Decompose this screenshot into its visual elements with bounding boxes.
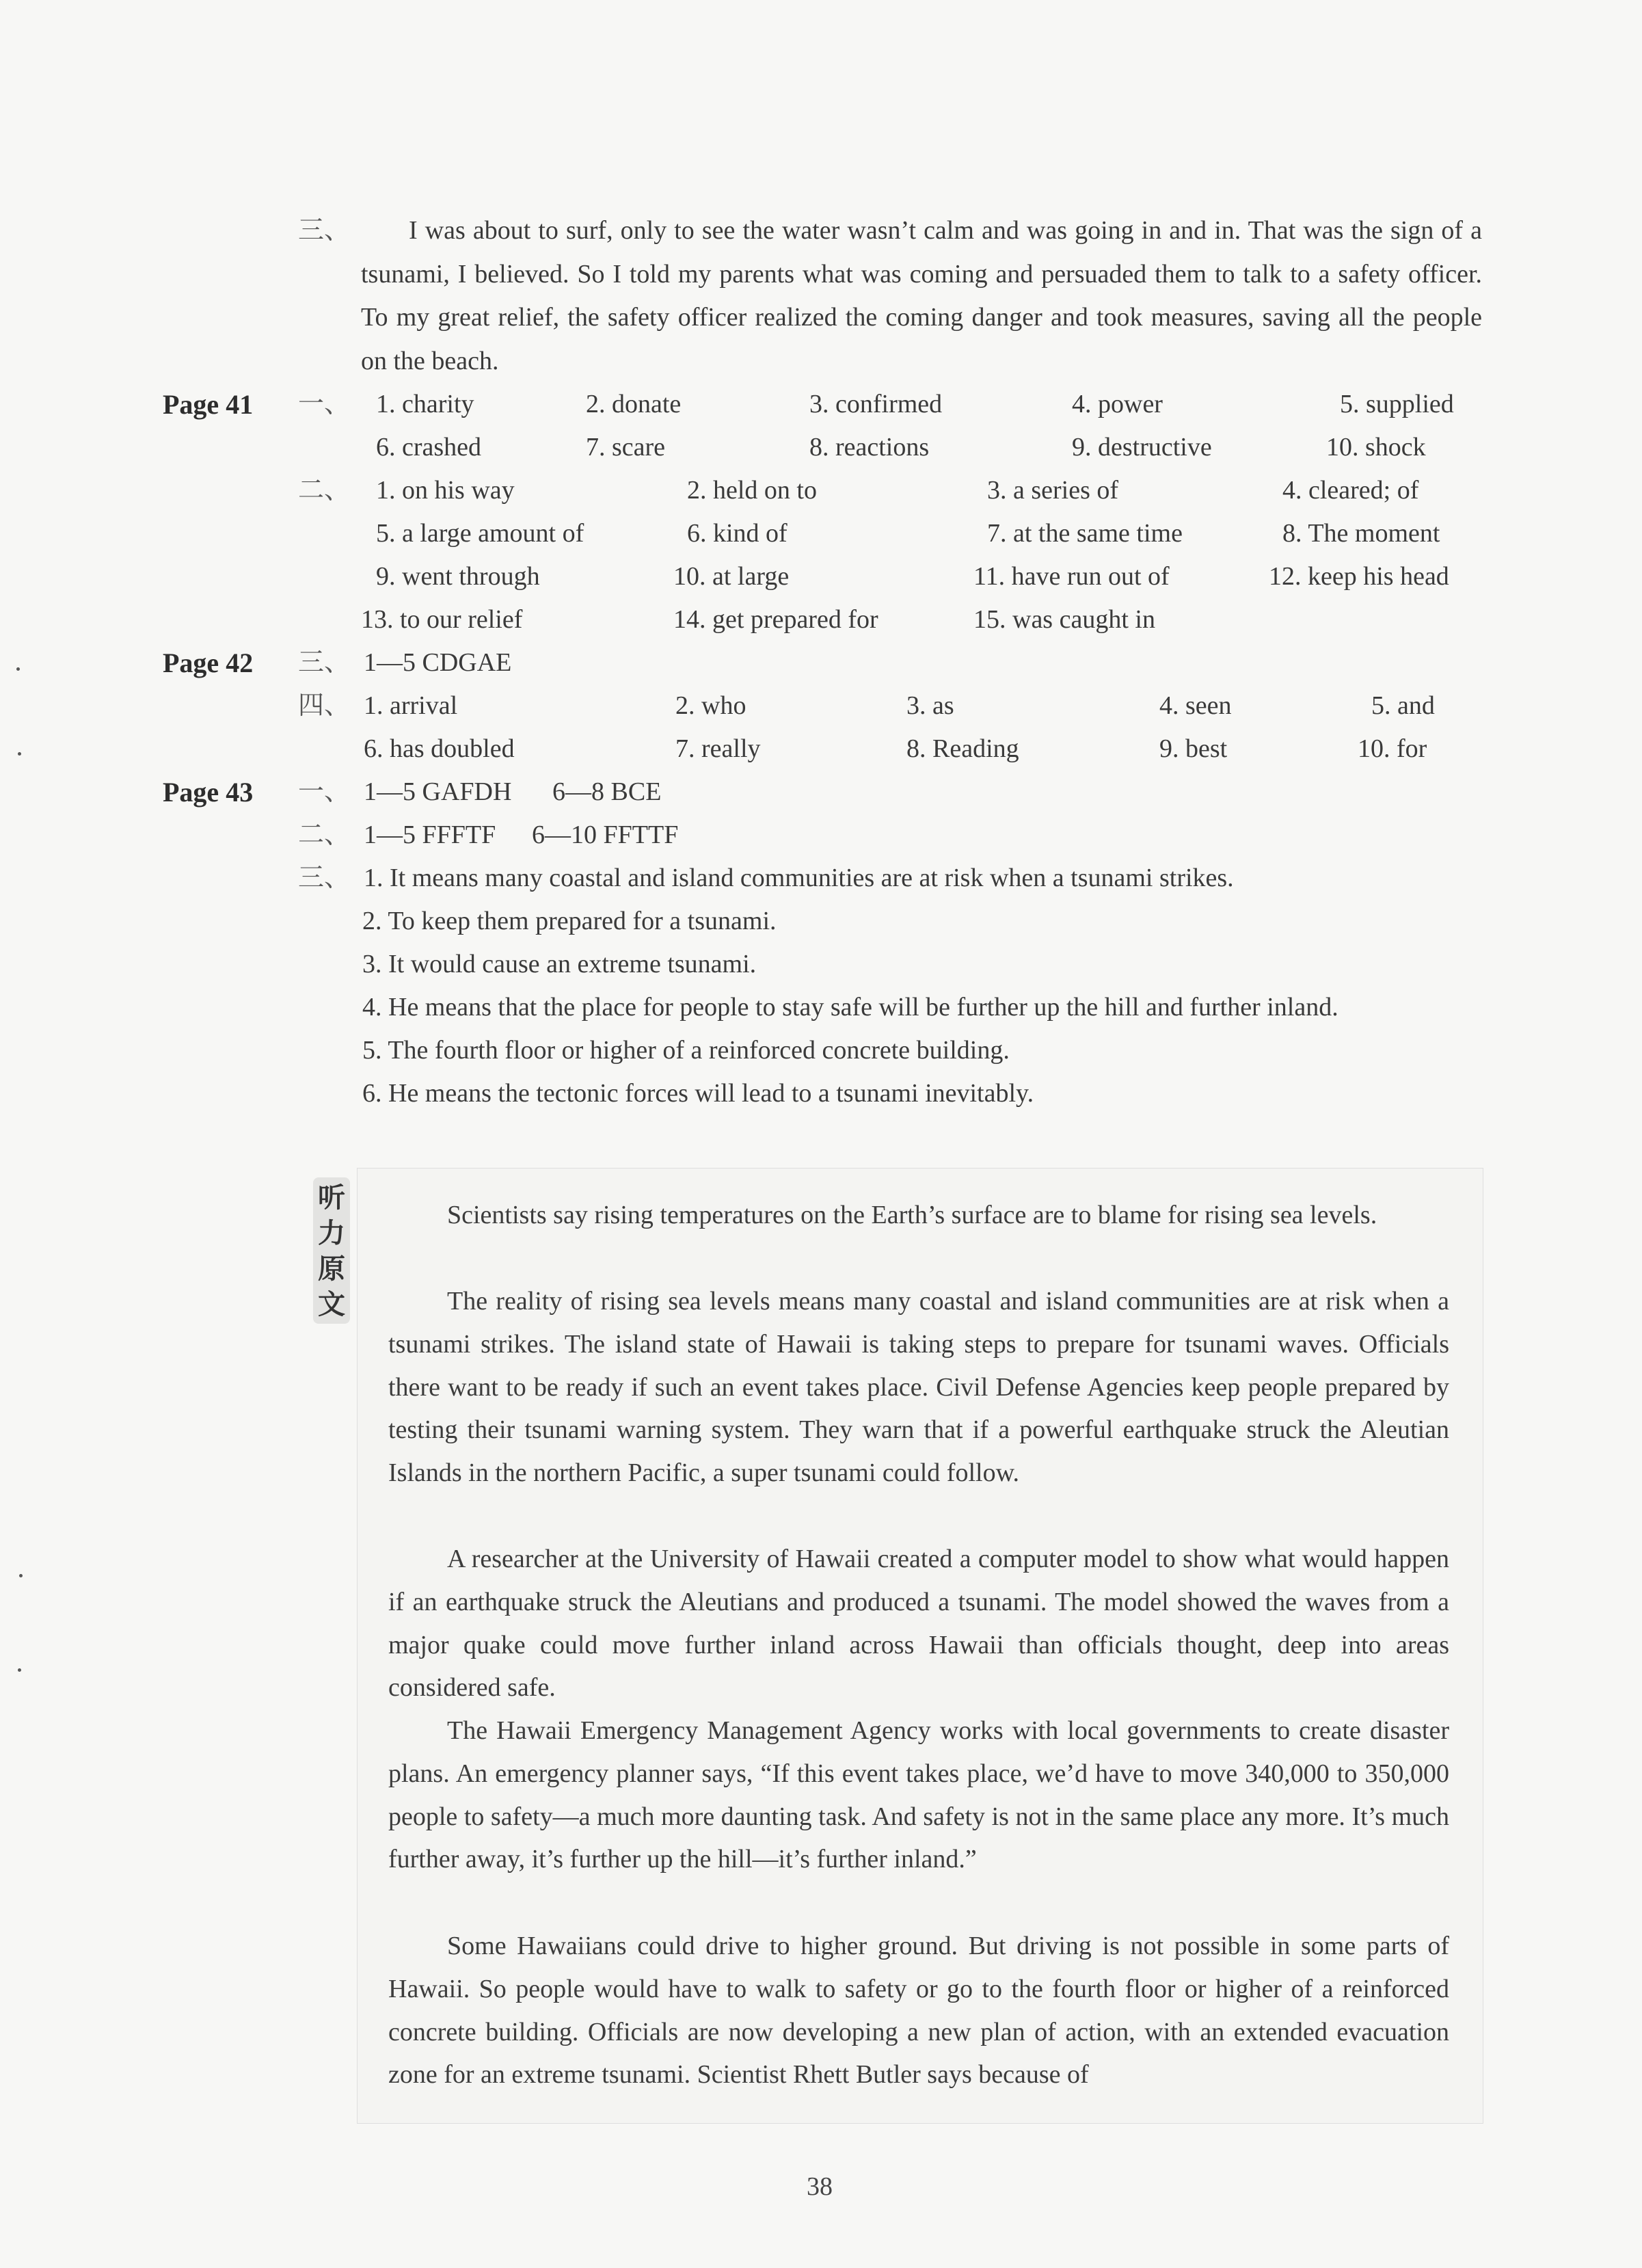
- answer-item: 5. The fourth floor or higher of a reinforced concrete building.: [362, 1036, 1010, 1065]
- answer-item: 9. best: [1159, 734, 1228, 763]
- answer-item: 7. really: [675, 734, 761, 763]
- transcript-paragraph: [388, 1538, 1449, 1709]
- answer-item: 1. It means many coastal and island communities are at risk when a tsunami strikes.: [364, 864, 1234, 892]
- section-marker: 二、: [298, 821, 351, 849]
- transcript-text: The Hawaii Emergency Management Agency works with local governments to create disaster plans. An emergency planner says, “If this event takes place, we’d have to move 340,000 to 350,000 people to safety—a much more daunting task. And safety is not in the same place any more. It’s much further away, it’s further up the hill—it’s further inland.”: [388, 1716, 1449, 1874]
- transcript-paragraph: [388, 1709, 1449, 1881]
- answer-item: 5. and: [1371, 691, 1435, 720]
- scan-speck: [18, 752, 21, 756]
- page-label: Page 41: [163, 389, 254, 420]
- answer-item: 11. have run out of: [973, 562, 1170, 591]
- section-marker: 三、: [298, 216, 351, 245]
- section-marker: 三、: [298, 648, 351, 677]
- section-marker: 三、: [298, 864, 351, 892]
- answer-item: 6. He means the tectonic forces will lead to a tsunami inevitably.: [362, 1079, 1034, 1108]
- transcript-text: Some Hawaiians could drive to higher ground. But driving is not possible in some parts of Hawaii. So people would have to walk to safety or go to the fourth floor or higher of a reinforced concrete building. Officials are now developing a new plan of action, with an extended evacuation zone for an extreme tsunami. Scientist Rhett Butler says because of: [388, 1932, 1449, 2090]
- answer-item: 9. went through: [376, 562, 540, 591]
- scan-speck: [16, 667, 20, 671]
- answer-item: 12. keep his head: [1269, 562, 1449, 591]
- section-marker: 一、: [298, 390, 351, 418]
- answer-item: 1—5 FFFTF: [364, 821, 496, 849]
- answer-item: 10. shock: [1326, 433, 1426, 462]
- answer-item: 3. It would cause an extreme tsunami.: [362, 950, 757, 978]
- answer-item: 3. as: [906, 691, 954, 720]
- answer-paragraph-text: I was about to surf, only to see the water wasn’t calm and was going in and in. That was the sign of a tsunami, I believed. So I told my parents what was coming and persuaded them to talk to a safety officer. To my great relief, the safety officer realized the coming danger and took measures, saving all the people on the beach.: [361, 216, 1482, 375]
- scan-speck: [19, 1574, 23, 1577]
- answer-item: 8. reactions: [809, 433, 930, 462]
- answer-item: 10. for: [1358, 734, 1427, 763]
- section-marker: 一、: [298, 777, 351, 806]
- answer-item: 14. get prepared for: [673, 605, 878, 634]
- answer-item: 6. kind of: [687, 519, 788, 548]
- section-marker: 四、: [298, 691, 351, 720]
- answer-item: 3. confirmed: [809, 390, 943, 418]
- listening-tag: [313, 1177, 350, 1324]
- transcript-text: A researcher at the University of Hawaii created a computer model to show what would happen if an earthquake struck the Aleutians and produced a tsunami. The model showed the waves from a major quake could move further inland across Hawaii than officials thought, deep into areas considered safe.: [388, 1545, 1449, 1703]
- transcript-paragraph: [388, 1925, 1449, 2096]
- answer-item: 1—5 CDGAE: [364, 648, 512, 677]
- answer-item: 6. crashed: [376, 433, 482, 462]
- answer-item: 8. The moment: [1282, 519, 1440, 548]
- answer-item: 13. to our relief: [361, 605, 523, 634]
- answer-item: 5. supplied: [1340, 390, 1454, 418]
- page-number: 38: [807, 2172, 833, 2201]
- answer-item: 8. Reading: [906, 734, 1019, 763]
- transcript-paragraph: [388, 1280, 1449, 1495]
- section-marker: 二、: [298, 476, 351, 505]
- scan-speck: [18, 1668, 21, 1672]
- listening-tag-char: 力: [318, 1218, 345, 1249]
- answer-item: 3. a series of: [987, 476, 1119, 505]
- answer-item: 4. He means that the place for people to stay safe will be further up the hill and further inland.: [362, 993, 1338, 1022]
- answer-item: 2. held on to: [687, 476, 817, 505]
- answer-item: 2. To keep them prepared for a tsunami.: [362, 907, 777, 935]
- listening-tag-char: 听: [318, 1182, 345, 1214]
- answer-item: 6—8 BCE: [552, 777, 662, 806]
- transcript-text: Scientists say rising temperatures on the Earth’s surface are to blame for rising sea levels.: [447, 1201, 1377, 1229]
- answer-item: 7. scare: [586, 433, 666, 462]
- answer-item: 4. power: [1072, 390, 1163, 418]
- answer-item: 5. a large amount of: [376, 519, 584, 548]
- answer-paragraph: [361, 209, 1482, 383]
- page-label: Page 42: [163, 648, 254, 678]
- answer-item: 9. destructive: [1072, 433, 1212, 462]
- page-label: Page 43: [163, 777, 254, 808]
- transcript-text: The reality of rising sea levels means many coastal and island communities are at risk when a tsunami strikes. The island state of Hawaii is taking steps to prepare for tsunami waves. Officials there want to be ready if such an event takes place. Civil Defense Agencies keep people prepared by testing their tsunami warning system. They warn that if a powerful earthquake struck the Aleutian Islands in the northern Pacific, a super tsunami could follow.: [388, 1287, 1449, 1488]
- answer-item: 7. at the same time: [987, 519, 1183, 548]
- answer-item: 2. who: [675, 691, 746, 720]
- answer-item: 2. donate: [586, 390, 682, 418]
- answer-item: 15. was caught in: [973, 605, 1155, 634]
- answer-item: 1. on his way: [376, 476, 515, 505]
- listening-tag-char: 原: [318, 1253, 345, 1285]
- answer-item: 1. charity: [376, 390, 474, 418]
- answer-item: 4. cleared; of: [1282, 476, 1419, 505]
- answer-item: 4. seen: [1159, 691, 1232, 720]
- transcript-paragraph: [388, 1194, 1449, 1237]
- listening-tag-char: 文: [318, 1289, 345, 1320]
- answer-item: 6—10 FFTTF: [532, 821, 679, 849]
- answer-item: 6. has doubled: [364, 734, 515, 763]
- answer-item: 1—5 GAFDH: [364, 777, 512, 806]
- answer-item: 1. arrival: [364, 691, 458, 720]
- answer-item: 10. at large: [673, 562, 790, 591]
